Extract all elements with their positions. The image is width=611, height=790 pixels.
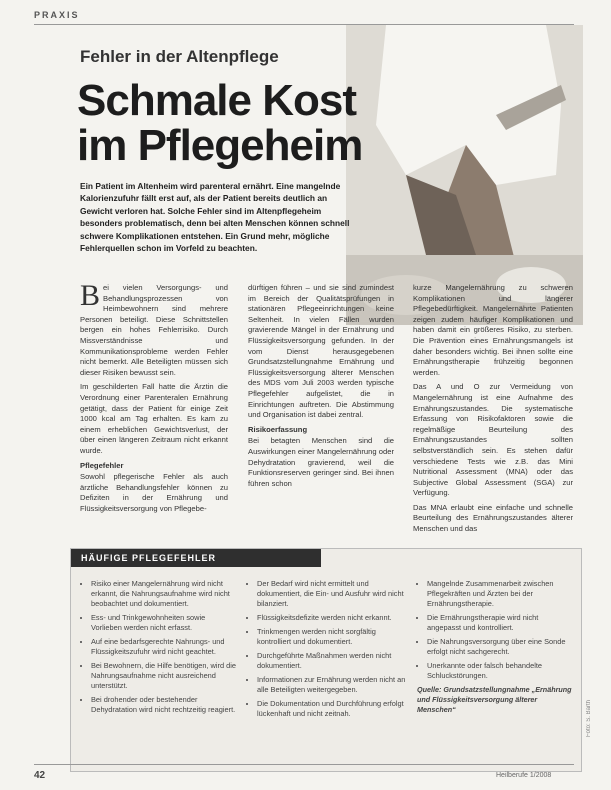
article-headline	[77, 78, 362, 168]
paragraph-text: ei vielen Versorgungs- und Behandlungsprozessen von Heimbewohnern sind mehrere Personen beteiligt. Diese Schnittstellen bergen ein hohes Fehlerrisiko. Durch Missverständnisse und Kommunikationsprobleme werden Fehler nicht bemerkt. Alle Beteiligten müssen sich dieser Risiken bewusst sein.	[80, 283, 228, 377]
list-item: • Trinkmengen werden nicht sorgfältig kontrolliert und dokumentiert.	[257, 627, 407, 647]
page-number: 42	[34, 770, 46, 781]
bottom-divider	[34, 764, 574, 765]
list-item: • Flüssigkeitsdefizite werden nicht erkannt.	[257, 613, 407, 623]
article-kicker: Fehler in der Altenpflege	[80, 47, 279, 66]
body-column-1	[80, 279, 228, 518]
paragraph: dürftigen führen – und sie sind zumindest im Bereich der Qualitätsprüfungen in stationären Pflegeeinrichtungen keine Seltenheit. In vielen Fällen wurden gravierende Mängel in der Ernährung und Flüssigkeitsversorgung gefunden. In der vom Dienst herausgegebenen Grundsatzstellungnahme Ernährung und Flüssigkeitsversorgung älterer Menschen des MDS vom Juli 2003 werden typische Pflegefehler aufgelistet, die in Einrichtungen auftreten. Die Abstimmung und Organisation ist dabei zentral.	[248, 283, 394, 420]
list-item: • Unerkannte oder falsch behandelte Schluckstörungen.	[427, 661, 573, 681]
list-item: • Ess- und Trinkgewohnheiten sowie Vorlieben werden nicht erfasst.	[91, 613, 237, 633]
info-box-title: HÄUFIGE PFLEGEFEHLER	[71, 549, 321, 567]
subheading: Pflegefehler	[80, 460, 124, 470]
headline-line-2: im Pflegeheim	[77, 121, 363, 170]
list-item: • Die Nahrungsversorgung über eine Sonde erfolgt nicht sachgerecht.	[427, 637, 573, 657]
body-column-3	[413, 283, 573, 539]
list-item: • Mangelnde Zusammenarbeit zwischen Pflegekräften und Ärzten bei der Ernährungstherapie.	[427, 579, 573, 609]
article-photo	[346, 25, 583, 325]
info-box-column-3	[417, 579, 573, 715]
list-item: • Die Dokumentation und Durchführung erfolgt lückenhaft und nicht zeitnah.	[257, 699, 407, 719]
photo-credit: Foto: S. Barth	[586, 700, 592, 738]
list-item: • Risiko einer Mangelernährung wird nicht erkannt, die Nahrungsaufnahme wird nicht beobachtet und dokumentiert.	[91, 579, 237, 609]
info-box-source: Quelle: Grundsatzstellungnahme „Ernährung und Flüssigkeitsversorgung älterer Menschen“	[417, 685, 572, 714]
paragraph: Das A und O zur Vermeidung von Mangelernährung ist eine Aufnahme des Ernährungszustandes. Die systematische Erfassung von Risikofaktoren sowie die regelmäßige Beurteilung des Ernährungszustandes sollten selbstverständlich sein. Es stehen dafür verschiedene Tests wie z.B. das Mini Nutritional Assessment (MNA) oder das Subjective Global Assessment (SGA) zur Verfügung.	[413, 382, 573, 498]
subheading: Risikoerfassung	[248, 424, 308, 434]
list-item: • Bei Bewohnern, die Hilfe benötigen, wird die Nahrungsaufnahme nicht ausreichend unterstützt.	[91, 661, 237, 691]
info-box-column-2	[247, 579, 407, 723]
section-label: PRAXIS	[34, 10, 80, 20]
nurse-photo	[346, 25, 583, 325]
list-item: • Auf eine bedarfsgerechte Nahrungs- und Flüssigkeitszufuhr wird nicht geachtet.	[91, 637, 237, 657]
article-lead: Ein Patient im Altenheim wird parenteral ernährt. Eine mangelnde Kalorienzufuhr fällt erst auf, als der Patient bereits deutlich an Gewicht verloren hat. Solche Fehler sind im Altenpflegeheim besonders problematisch, denn bei alten Menschen können schnell schwere Komplikationen entstehen. Ein Grund mehr, mögliche Fehlerquellen schon im Vorfeld zu beachten.	[80, 181, 350, 254]
paragraph: kurze Mangelernährung zu schweren Komplikationen und längerer Pflegebedürftigkeit. Mangelernährte Patienten zeigen zudem häufiger Komplikationen und haben damit ein größeres Risiko, zu sterben. Die Prävention eines Ernährungsmangels ist daher besonders wichtig. Bei ihnen sollte eine Ernährungstherapie frühzeitig begonnen werden.	[413, 283, 573, 377]
list-item: • Informationen zur Ernährung werden nicht an alle Beteiligten weitergegeben.	[257, 675, 407, 695]
list-item: • Bei drohender oder bestehender Dehydratation wird nicht rechtzeitig reagiert.	[91, 695, 237, 715]
body-column-2	[248, 283, 394, 493]
list-item: • Der Bedarf wird nicht ermittelt und dokumentiert, die Ein- und Ausfuhr wird nicht bilanziert.	[257, 579, 407, 609]
paragraph: Das MNA erlaubt eine einfache und schnelle Beurteilung des Ernährungszustandes älterer Menschen und das	[413, 502, 573, 534]
headline-line-1: Schmale Kost	[77, 76, 356, 125]
paragraph: Sowohl pflegerische Fehler als auch ärztliche Behandlungsfehler können zu Defiziten in der Ernährung und Flüssigkeitsversorgung von Pflegebe-	[80, 472, 228, 513]
info-box	[70, 548, 582, 772]
list-item: • Die Ernährungstherapie wird nicht angepasst und kontrolliert.	[427, 613, 573, 633]
info-box-column-1	[81, 579, 237, 719]
list-item: • Durchgeführte Maßnahmen werden nicht dokumentiert.	[257, 651, 407, 671]
journal-footer: Heilberufe 1/2008	[496, 772, 552, 779]
paragraph	[80, 279, 228, 378]
drop-cap: B	[80, 279, 101, 312]
paragraph: Im geschilderten Fall hatte die Ärztin die Verordnung einer Parenteralen Ernährung getätigt, dass der Patient für einige Zeit 1000 kcal am Tag erhalten. Es kam zu einem erheblichen Gewichtsverlust, der über einen längeren Zeitraum nicht erkannt wurde.	[80, 382, 228, 455]
paragraph: Bei betagten Menschen sind die Auswirkungen einer Mangelernährung oder Dehydratation gravierend, weil die Funktionsreserven geringer sind. Bei ihnen führen schon	[248, 436, 394, 488]
